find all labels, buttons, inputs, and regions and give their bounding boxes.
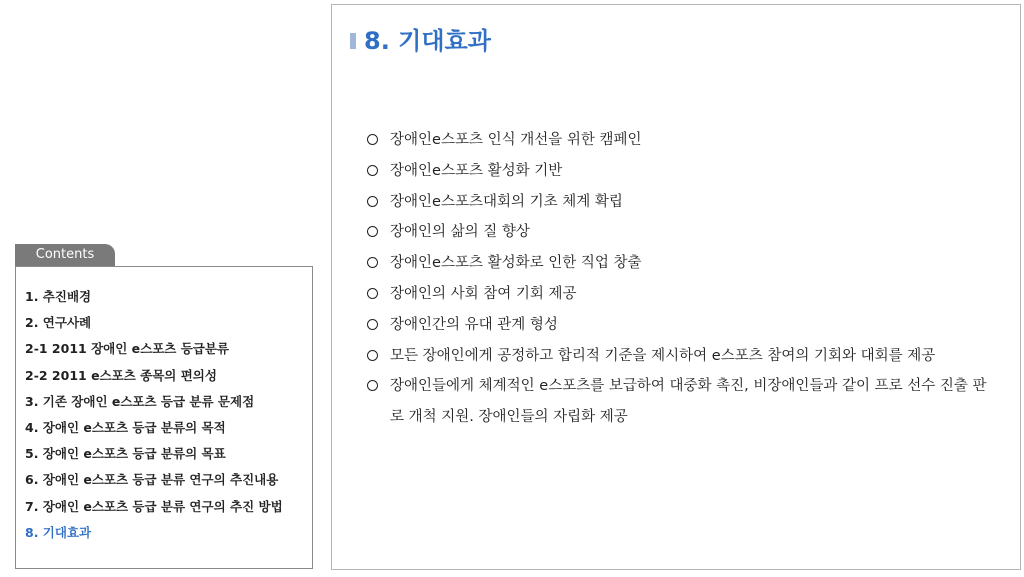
circle-bullet-icon	[367, 257, 378, 268]
circle-bullet-icon	[367, 288, 378, 299]
list-item-text: 장애인간의 유대 관계 형성	[390, 316, 558, 333]
list-item-text: 장애인e스포츠대회의 기초 체계 확립	[390, 193, 623, 210]
circle-bullet-icon	[367, 165, 378, 176]
contents-tab	[15, 244, 115, 266]
contents-item-3[interactable]: 3. 기존 장애인 e스포츠 등급 분류 문제점	[25, 393, 255, 409]
contents-panel	[15, 266, 313, 569]
list-item-text: 장애인들에게 체계적인 e스포츠를 보급하여 대중화 촉진, 비장애인들과 같이 프로 선수 진출 판로 개척 지원. 장애인들의 자립화 제공	[390, 378, 987, 426]
list-item	[366, 187, 996, 218]
list-item-text: 장애인e스포츠 인식 개선을 위한 캠페인	[390, 132, 642, 148]
contents-item-6[interactable]: 6. 장애인 e스포츠 등급 분류 연구의 추진내용	[25, 472, 279, 488]
list-item	[366, 371, 996, 433]
contents-item-2[interactable]: 2. 연구사례	[25, 315, 92, 331]
circle-bullet-icon	[367, 380, 378, 391]
contents-item-5[interactable]: 5. 장애인 e스포츠 등급 분류의 목표	[25, 446, 226, 462]
circle-bullet-icon	[367, 134, 378, 145]
list-item-text: 장애인의 사회 참여 기회 제공	[390, 285, 577, 302]
contents-item-7[interactable]: 7. 장애인 e스포츠 등급 분류 연구의 추진 방법	[25, 498, 283, 514]
expected-effects-list	[366, 125, 996, 433]
circle-bullet-icon	[367, 226, 378, 237]
circle-bullet-icon	[367, 350, 378, 361]
contents-item-8-active[interactable]: 8. 기대효과	[25, 524, 92, 540]
page-title: 8. 기대효과	[364, 27, 491, 55]
main-content-panel	[331, 4, 1021, 570]
contents-item-4[interactable]: 4. 장애인 e스포츠 등급 분류의 목적	[25, 420, 226, 436]
list-item-text: 장애인e스포츠 활성화 기반	[390, 162, 563, 179]
contents-item-1[interactable]: 1. 추진배경	[25, 289, 92, 304]
title-accent-bar	[350, 33, 356, 49]
circle-bullet-icon	[367, 196, 378, 207]
list-item	[366, 125, 996, 156]
list-item	[366, 217, 996, 248]
list-item	[366, 310, 996, 341]
list-item	[366, 156, 996, 187]
list-item	[366, 248, 996, 279]
list-item-text: 모든 장애인에게 공정하고 합리적 기준을 제시하여 e스포츠 참여의 기회와 대회를 제공	[390, 347, 936, 364]
circle-bullet-icon	[367, 319, 378, 330]
list-item	[366, 279, 996, 310]
list-item-text: 장애인e스포츠 활성화로 인한 직업 창출	[390, 255, 642, 272]
list-item-text: 장애인의 삶의 질 향상	[390, 224, 530, 241]
list-item	[366, 341, 996, 372]
contents-item-2-2[interactable]: 2-2 2011 e스포츠 종목의 편의성	[25, 367, 217, 383]
contents-tab-label: Contents	[35, 247, 95, 262]
contents-item-2-1[interactable]: 2-1 2011 장애인 e스포츠 등급분류	[25, 341, 230, 357]
contents-list	[16, 267, 312, 546]
